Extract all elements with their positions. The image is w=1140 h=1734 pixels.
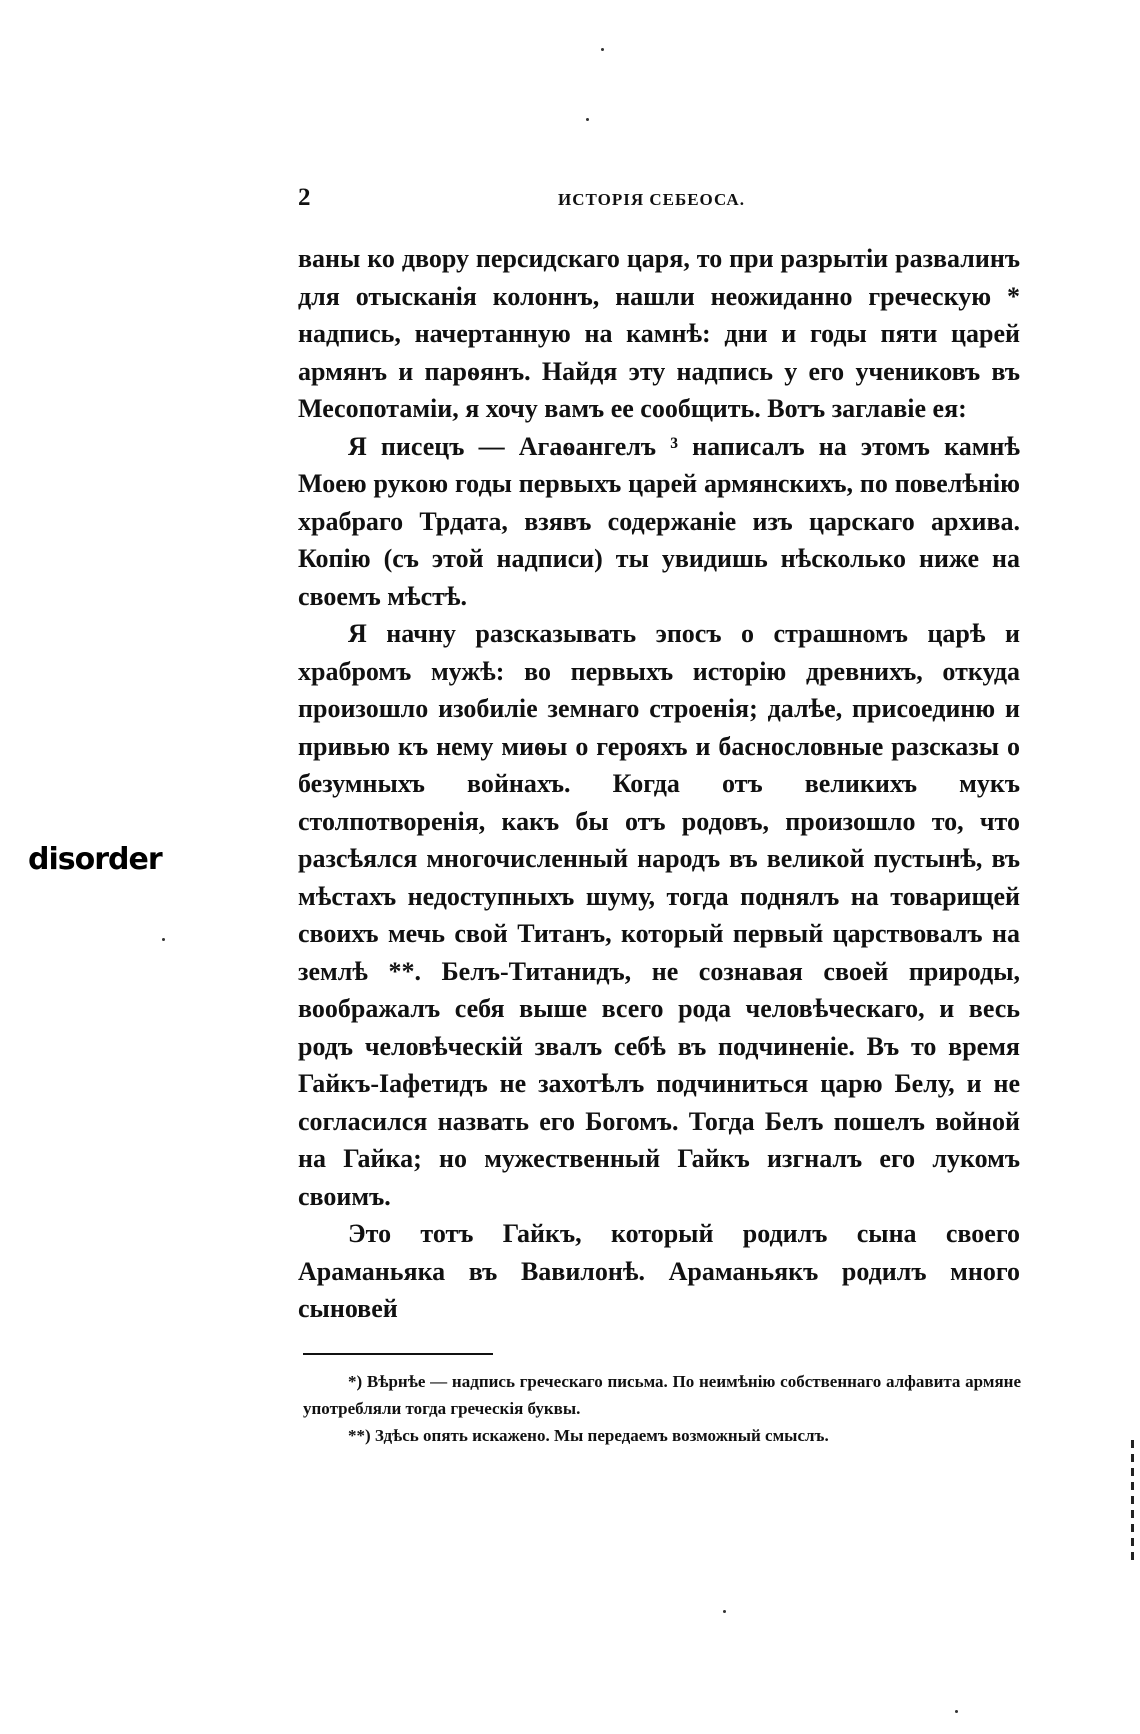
- paragraph-2: Я писецъ — Агаѳангелъ ³ написалъ на этомъ камнѣ Моею рукою годы первыхъ царей армянскихъ, по повелѣнію храбраго Трдата, взявъ содержаніе изъ царскаго архива. Копію (съ этой надписи) ты увидишь нѣсколько ниже на своемъ мѣстѣ.: [298, 431, 1020, 611]
- paragraph-3: Я начну разсказывать эпосъ о страшномъ царѣ и храбромъ мужѣ: во первыхъ исторію древнихъ, откуда произошло изобиліе земнаго строенія; далѣе, присоединю и привью къ нему миѳы о герояхъ и баснословные разсказы о безумныхъ войнахъ. Когда отъ великихъ мукъ столпотворенія, какъ бы отъ родовъ, произошло то, что разсѣялся многочисленный народъ въ великой пустынѣ, въ мѣстахъ недоступныхъ шуму, тогда поднялъ на товарищей своихъ мечь свой Титанъ, который первый царствовалъ на землѣ **. Белъ-Титанидъ, не сознавая своей природы, воображалъ себя выше всего рода человѣческаго, и весь родъ человѣческій звалъ себѣ въ подчиненіе. Въ то время Гайкъ-Іафетидъ не захотѣлъ подчиниться царю Белу, и не согласился назвать его Богомъ. Тогда Белъ пошелъ войной на Гайка; но мужественный Гайкъ изгналъ его лукомъ своимъ.: [298, 619, 1020, 1211]
- scan-speck: [723, 1610, 726, 1613]
- footnote-separator: [303, 1353, 493, 1355]
- footnote-1: *) Вѣрнѣе — надпись греческаго письма. По неимѣнію собственнаго алфавита армяне употребляли тогда греческія буквы.: [303, 1372, 1021, 1418]
- page-number: 2: [298, 184, 311, 211]
- running-title: ИСТОРІЯ СЕБЕОСА.: [558, 190, 745, 209]
- page-header: [298, 184, 1020, 218]
- paragraph-1: ваны ко двору персидскаго царя, то при разрытіи развалинъ для отысканія колоннъ, нашли неожиданно греческую * надпись, начертанную на камнѣ: дни и годы пяти царей армянъ и парѳянъ. Найдя эту надпись у его учениковъ въ Месопотаміи, я хочу вамъ ее сообщить. Вотъ заглавіе ея:: [298, 244, 1020, 423]
- footnote-2: **) Здѣсь опять искажено. Мы передаемъ возможный смыслъ.: [348, 1426, 829, 1445]
- paragraph-4: Это тотъ Гайкъ, который родилъ сына своего Араманьяка въ Вавилонѣ. Араманьякъ родилъ много сыновей: [298, 1219, 1020, 1323]
- handwritten-margin-note: disorder: [28, 842, 162, 877]
- scan-edge-marks: [1131, 1440, 1134, 1560]
- footnotes: [303, 1368, 1021, 1449]
- scan-speck: [955, 1710, 958, 1713]
- main-text: [298, 240, 1020, 1328]
- scan-speck: [586, 118, 589, 121]
- scan-speck: [601, 48, 604, 51]
- scan-speck: [162, 938, 165, 941]
